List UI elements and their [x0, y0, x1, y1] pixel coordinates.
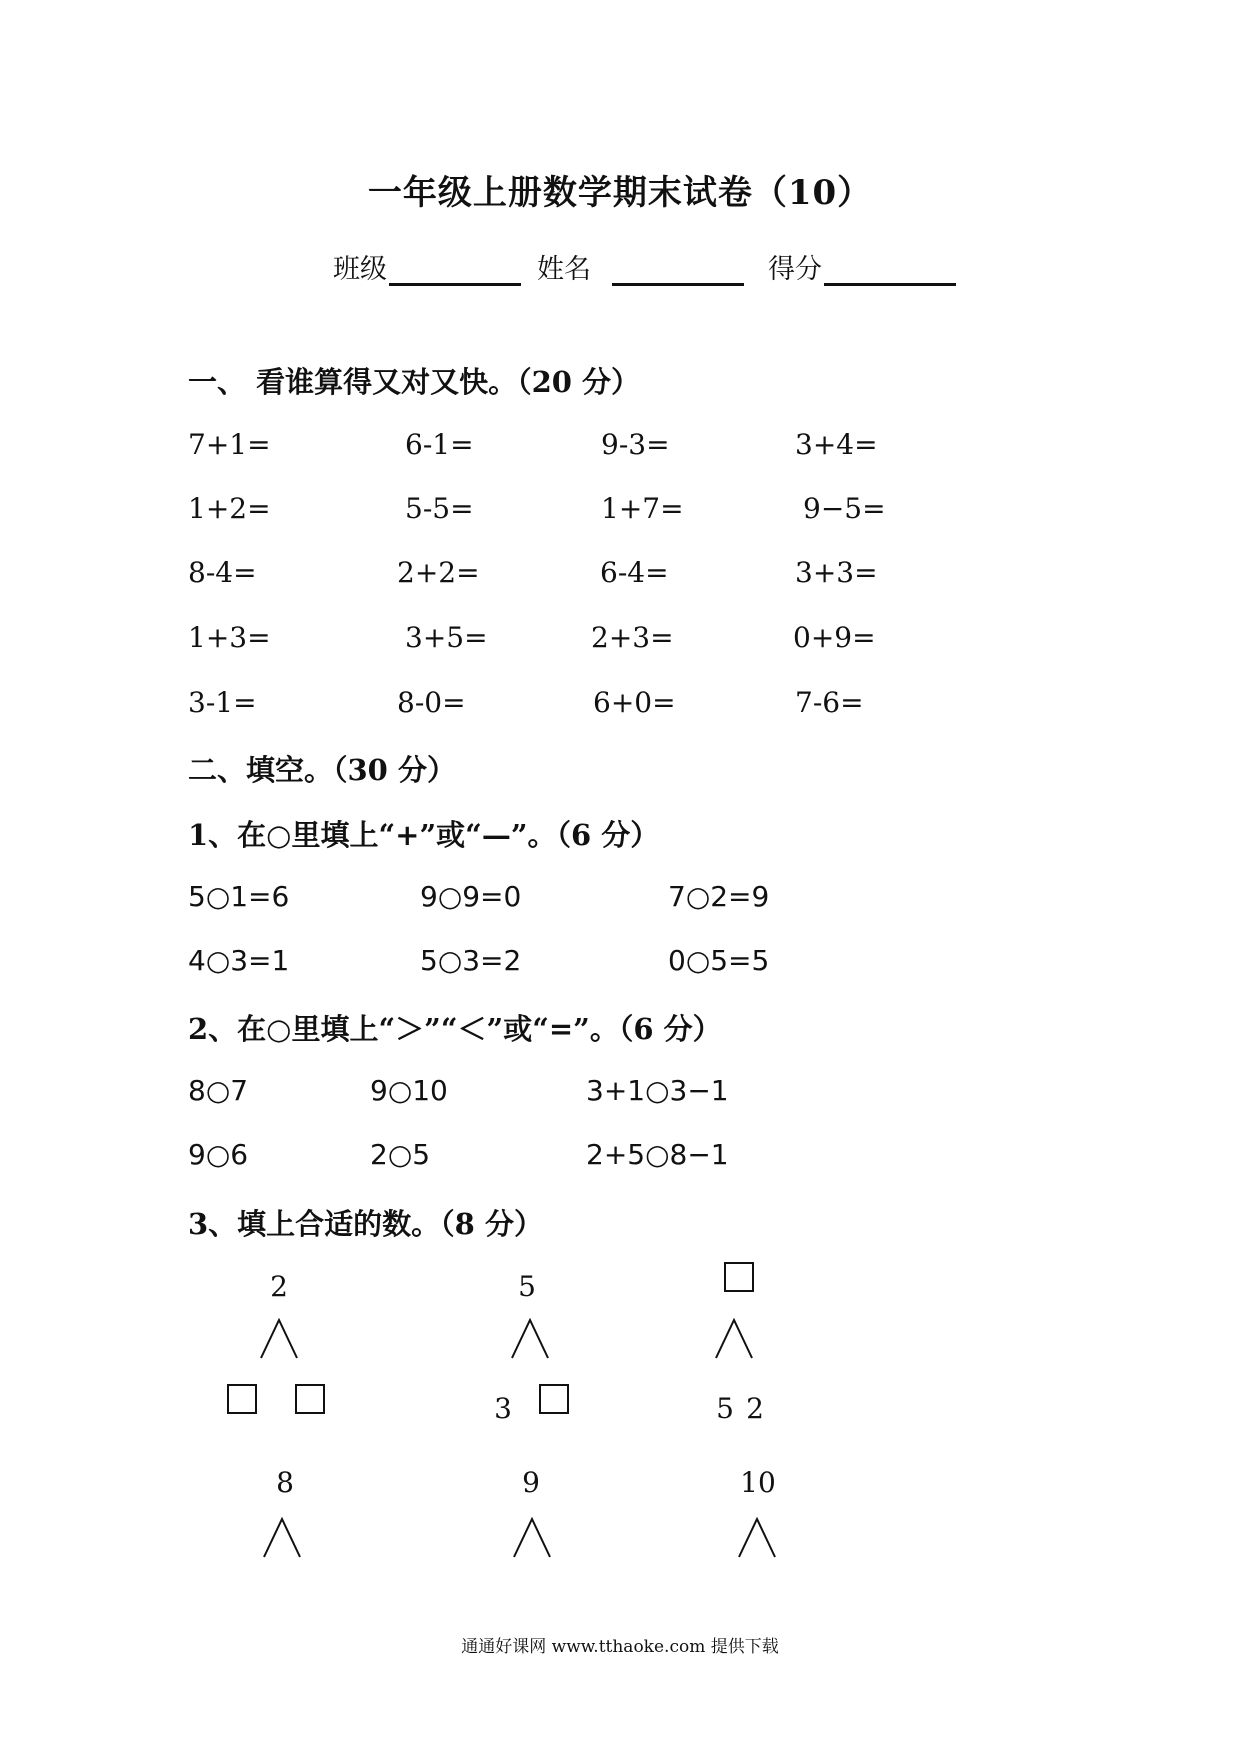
q2-item-1: 8○7: [188, 1074, 249, 1107]
section2-heading: 二、填空。（30 分）: [188, 753, 456, 787]
tree4-top-number: 8: [276, 1466, 294, 1499]
eq-3-4: 3+3=: [795, 556, 878, 589]
tree2-right-box[interactable]: [539, 1384, 569, 1414]
eq-5-4: 7-6=: [795, 686, 864, 719]
tree5-top-number: 9: [522, 1466, 540, 1499]
q2-item-5: 2○5: [370, 1138, 431, 1171]
score-blank[interactable]: [824, 255, 956, 286]
eq-2-4: 9−5=: [803, 492, 886, 525]
tree4-split-icon: [262, 1517, 302, 1559]
class-field: [333, 247, 521, 286]
tree1-top-number: 2: [270, 1270, 288, 1303]
footer-source: 通通好课网 www.tthaoke.com 提供下载: [461, 1637, 779, 1657]
class-blank[interactable]: [389, 255, 521, 286]
q1-item-2: 9○9=0: [420, 880, 522, 913]
q2-item-2: 9○10: [370, 1074, 448, 1107]
tree3-top-box[interactable]: [724, 1262, 754, 1292]
class-label: 班级: [333, 254, 387, 285]
eq-2-2: 5-5=: [405, 492, 474, 525]
tree2-left-number: 3: [494, 1392, 512, 1425]
eq-3-1: 8-4=: [188, 556, 257, 589]
q2-item-6: 2+5○8−1: [586, 1138, 729, 1171]
tree2-top-number: 5: [518, 1270, 536, 1303]
q1-item-4: 4○3=1: [188, 944, 290, 977]
eq-4-2: 3+5=: [405, 621, 488, 654]
tree3-right-number: 2: [746, 1392, 764, 1425]
eq-5-2: 8-0=: [397, 686, 466, 719]
eq-3-3: 6-4=: [600, 556, 669, 589]
q2-item-4: 9○6: [188, 1138, 249, 1171]
score-field: [768, 247, 956, 286]
q1-item-3: 7○2=9: [668, 880, 770, 913]
eq-4-1: 1+3=: [188, 621, 271, 654]
page-title: 一年级上册数学期末试卷（10）: [367, 173, 873, 213]
eq-1-1: 7+1=: [188, 428, 271, 461]
eq-3-2: 2+2=: [397, 556, 480, 589]
eq-5-3: 6+0=: [593, 686, 676, 719]
section1-heading: 一、 看谁算得又对又快。（20 分）: [188, 365, 641, 399]
score-label: 得分: [768, 254, 822, 285]
tree2-split-icon: [510, 1318, 550, 1360]
q1-heading: 1、在○里填上“+”或“—”。（6 分）: [188, 818, 660, 852]
tree1-split-icon: [259, 1318, 299, 1360]
name-label: 姓名: [537, 254, 591, 285]
eq-4-3: 2+3=: [591, 621, 674, 654]
eq-1-3: 9-3=: [601, 428, 670, 461]
tree3-split-icon: [714, 1318, 754, 1360]
q2-item-3: 3+1○3−1: [586, 1074, 729, 1107]
q2-heading: 2、在○里填上“＞”“＜”或“=”。（6 分）: [188, 1012, 722, 1046]
q1-item-1: 5○1=6: [188, 880, 290, 913]
q1-item-5: 5○3=2: [420, 944, 522, 977]
eq-2-3: 1+7=: [601, 492, 684, 525]
eq-1-2: 6-1=: [405, 428, 474, 461]
q1-item-6: 0○5=5: [668, 944, 770, 977]
tree5-split-icon: [512, 1517, 552, 1559]
tree6-split-icon: [737, 1517, 777, 1559]
tree1-right-box[interactable]: [295, 1384, 325, 1414]
eq-4-4: 0+9=: [793, 621, 876, 654]
eq-1-4: 3+4=: [795, 428, 878, 461]
tree3-left-number: 5: [716, 1392, 734, 1425]
tree1-left-box[interactable]: [227, 1384, 257, 1414]
eq-2-1: 1+2=: [188, 492, 271, 525]
q3-heading: 3、填上合适的数。（8 分）: [188, 1207, 543, 1241]
name-blank[interactable]: [612, 255, 744, 286]
tree6-top-number: 10: [740, 1466, 776, 1499]
eq-5-1: 3-1=: [188, 686, 257, 719]
name-field: [537, 247, 744, 286]
